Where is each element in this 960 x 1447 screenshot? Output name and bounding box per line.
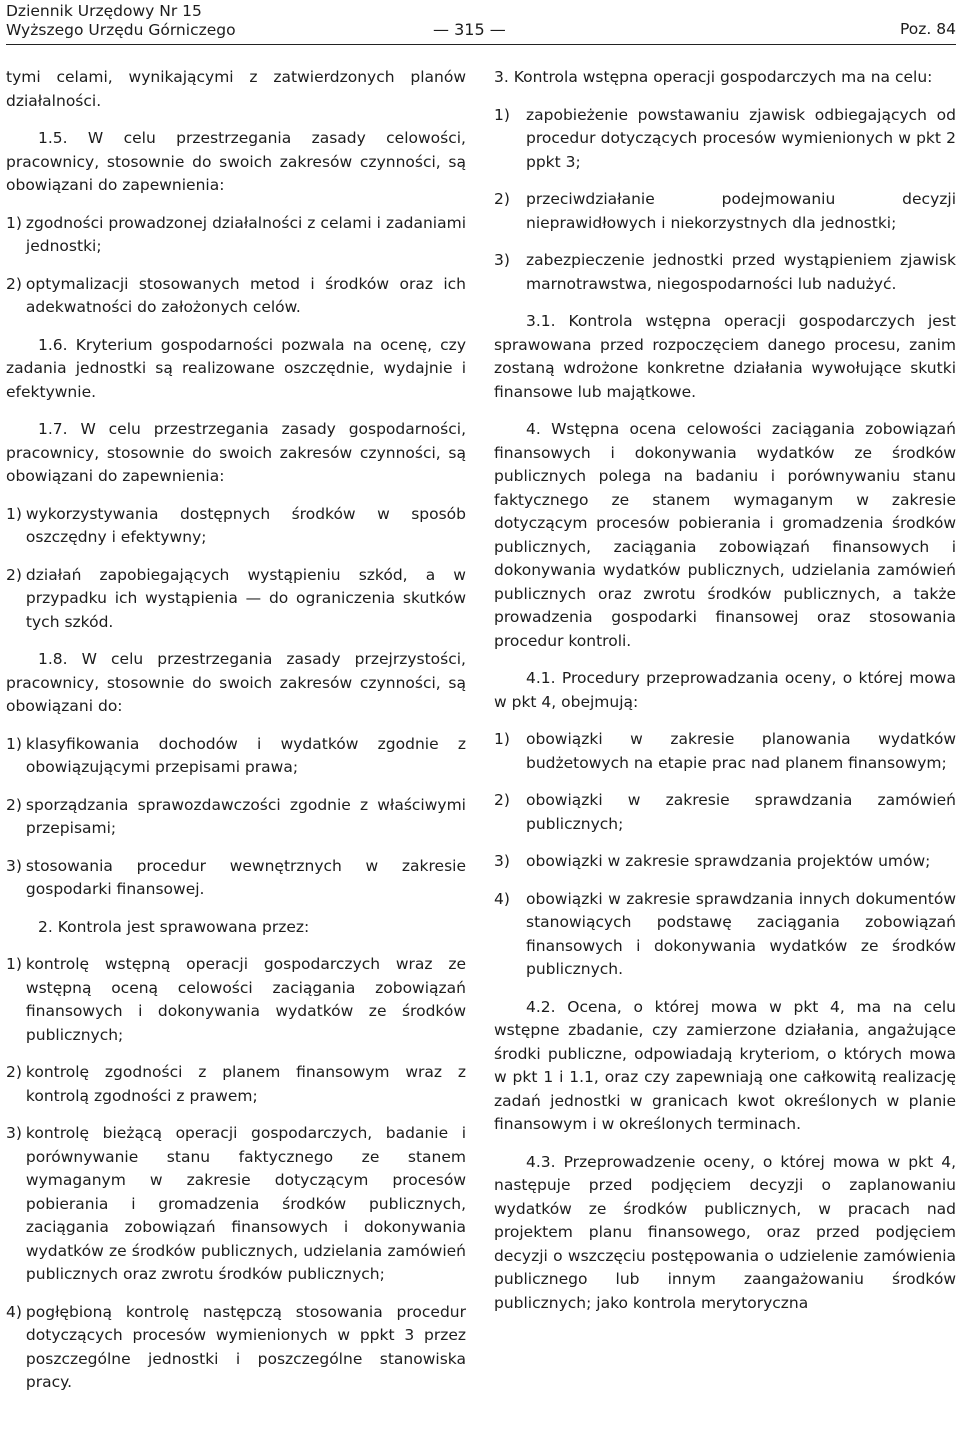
- list-item: [494, 249, 956, 296]
- section-2-list: [6, 953, 466, 1395]
- section-1-6: 1.6. Kryterium gospodarności pozwala na ocenę, czy zadania jednostki są realizowane oszczędnie, wydajnie i efektywnie.: [6, 335, 466, 401]
- journal-title-line1: Dziennik Urzędowy Nr 15: [6, 2, 202, 20]
- item-text: klasyfikowania dochodów i wydatków zgodnie z obowiązującymi przepisami prawa;: [25, 734, 466, 776]
- list-item: [494, 188, 956, 235]
- item-text: kontrolę wstępną operacji gospodarczych wraz ze wstępną oceną celowości zaciągania zobowiązań finansowych i dokonywania wydatków ze środków publicznych;: [25, 955, 466, 1044]
- item-number: 1): [6, 213, 22, 232]
- item-text: obowiązki w zakresie planowania wydatków budżetowych na etapie prac nad planem finansowym;: [526, 730, 956, 772]
- item-number: 2): [6, 565, 22, 584]
- list-item: [6, 953, 466, 1047]
- list-item: [6, 733, 466, 780]
- list-item: [6, 564, 466, 635]
- item-text: zgodności prowadzonej działalności z celami i zadaniami jednostki;: [25, 213, 466, 255]
- section-4-1-list: [494, 728, 956, 982]
- item-number: 1): [494, 730, 510, 748]
- section-4: 4. Wstępna ocena celowości zaciągania zobowiązań finansowych i dokonywania wydatków ze środków publicznych polega na badaniu i porównywaniu stanu faktycznego ze stanem wymaganym w zakresie dotyczącym procesów pobierania i gromadzenia środków publicznych, zaciągania zobowiązań finansowych i dokonywania wydatków publicznych, udzielania zamówień publicznych oraz zwrotu środków publicznych, a także prowadzenia gospodarki finansowej oraz stosowania procedur kontroli.: [494, 420, 956, 650]
- list-item: [494, 789, 956, 836]
- section-1-7: 1.7. W celu przestrzegania zasady gospodarności, pracownicy, stosownie do swoich zakresów czynności, są obowiązani do zapewnienia:: [6, 420, 466, 485]
- list-item: [6, 503, 466, 550]
- section-1-7-list: [6, 503, 466, 635]
- item-text: optymalizacji stosowanych metod i środków oraz ich adekwatności do założonych celów.: [25, 274, 466, 316]
- list-item: [6, 1122, 466, 1287]
- item-text: stosowania procedur wewnętrznych w zakresie gospodarki finansowej.: [25, 856, 466, 898]
- item-text: obowiązki w zakresie sprawdzania projektów umów;: [526, 852, 931, 870]
- item-number: 1): [494, 105, 510, 124]
- section-3: 3. Kontrola wstępna operacji gospodarczych ma na celu:: [494, 68, 933, 86]
- list-item: [6, 855, 466, 902]
- item-number: 2): [6, 795, 22, 814]
- header-divider: [6, 44, 956, 45]
- item-number: 2): [494, 791, 510, 809]
- intro-paragraph: tymi celami, wynikającymi z zatwierdzonych planów działalności.: [6, 68, 466, 110]
- list-item: [494, 104, 956, 175]
- list-item: [494, 728, 956, 775]
- list-item: [494, 850, 956, 874]
- journal-title-line2: Wyższego Urzędu Górniczego: [6, 21, 236, 39]
- item-number: 2): [6, 274, 22, 293]
- list-item: [6, 273, 466, 320]
- position-number: Poz. 84: [900, 20, 956, 38]
- section-1-5-list: [6, 212, 466, 320]
- section-1-8: 1.8. W celu przestrzegania zasady przejrzystości, pracownicy, stosownie do swoich zakresów czynności, są obowiązani do:: [6, 650, 466, 715]
- right-column: [494, 66, 956, 1329]
- item-number: 2): [494, 190, 510, 208]
- section-4-1: 4.1. Procedury przeprowadzania oceny, o której mowa w pkt 4, obejmują:: [494, 669, 956, 711]
- item-text: obowiązki w zakresie sprawdzania zamówień publicznych;: [526, 791, 956, 833]
- item-number: 3): [494, 852, 510, 870]
- section-3-1: 3.1. Kontrola wstępna operacji gospodarczych jest sprawowana przed rozpoczęciem danego procesu, zanim zostaną wdrożone konkretne działania wywołujące skutki finansowe lub majątkowe.: [494, 312, 956, 401]
- list-item: [6, 1301, 466, 1395]
- list-item: [494, 888, 956, 982]
- item-number: 3): [6, 856, 22, 875]
- item-text: zapobieżenie powstawaniu zjawisk odbiegających od procedur dotyczących procesów wymienionych w pkt 2 ppkt 3;: [526, 105, 956, 171]
- item-text: pogłębioną kontrolę następczą stosowania procedur dotyczących procesów wymienionych w ppkt 3 przez poszczególne jednostki i poszczególne stanowiska pracy.: [25, 1302, 466, 1391]
- list-item: [6, 212, 466, 259]
- item-text: obowiązki w zakresie sprawdzania innych dokumentów stanowiących podstawę zaciągania zobowiązań finansowych i dokonywania wydatków ze środków publicznych.: [526, 889, 956, 978]
- section-2: 2. Kontrola jest sprawowana przez:: [38, 917, 310, 936]
- item-number: 4): [6, 1302, 22, 1321]
- item-text: wykorzystywania dostępnych środków w sposób oszczędny i efektywny;: [25, 504, 466, 546]
- item-number: 3): [494, 251, 510, 269]
- section-4-2: 4.2. Ocena, o której mowa w pkt 4, ma na celu wstępne zbadanie, czy zamierzone działania, angażujące środki publiczne, odpowiadają kryteriom, o których mowa w pkt 1 i 1.1, oraz czy zapewniają one całkowitą realizację zadań jednostki w granicach kwot określonych w planie finansowym i w określonych terminach.: [494, 997, 956, 1133]
- section-3-list: [494, 104, 956, 297]
- item-text: przeciwdziałanie podejmowaniu decyzji nieprawidłowych i niekorzystnych dla jednostki;: [526, 190, 956, 232]
- item-number: 3): [6, 1124, 22, 1142]
- item-number: 4): [494, 889, 510, 908]
- page-number: — 315 —: [433, 20, 506, 39]
- section-4-3: 4.3. Przeprowadzenie oceny, o której mowa w pkt 4, następuje przed podjęciem decyzji o zaplanowaniu wydatków ze środków publicznych, w pracach nad projektem planu finansowego, oraz przed podjęciem decyzji o wszczęciu postępowania o udzielenie zamówienia publicznego lub innym zaangażowaniu środków publicznych; jako kontrola merytoryczna: [494, 1152, 956, 1312]
- left-column: [6, 66, 466, 1409]
- item-number: 1): [6, 734, 22, 753]
- section-1-5: 1.5. W celu przestrzegania zasady celowości, pracownicy, stosownie do swoich zakresów czynności, są obowiązani do zapewnienia:: [6, 129, 466, 194]
- item-text: zabezpieczenie jednostki przed wystąpieniem zjawisk marnotrawstwa, niegospodarności lub nadużyć.: [526, 251, 956, 293]
- item-text: kontrolę bieżącą operacji gospodarczych, badanie i porównywanie stanu faktycznego ze stanem wymaganym w zakresie dotyczącym procesów pobierania i gromadzenia środków publicznych, zaciągania zobowiązań finansowych i dokonywania wydatków ze środków publicznych, udzielania zamówień publicznych oraz zwrotu środków publicznych;: [25, 1124, 466, 1283]
- item-number: 1): [6, 504, 22, 523]
- list-item: [6, 1061, 466, 1108]
- page-header: [0, 0, 960, 46]
- item-text: sporządzania sprawozdawczości zgodnie z właściwymi przepisami;: [25, 795, 466, 837]
- item-number: 1): [6, 955, 22, 973]
- item-text: kontrolę zgodności z planem finansowym wraz z kontrolą zgodności z prawem;: [25, 1063, 466, 1105]
- item-text: działań zapobiegających wystąpieniu szkód, a w przypadku ich wystąpienia — do ograniczenia skutków tych szkód.: [25, 565, 466, 631]
- list-item: [6, 794, 466, 841]
- item-number: 2): [6, 1063, 22, 1081]
- section-1-8-list: [6, 733, 466, 902]
- journal-title: [6, 2, 236, 40]
